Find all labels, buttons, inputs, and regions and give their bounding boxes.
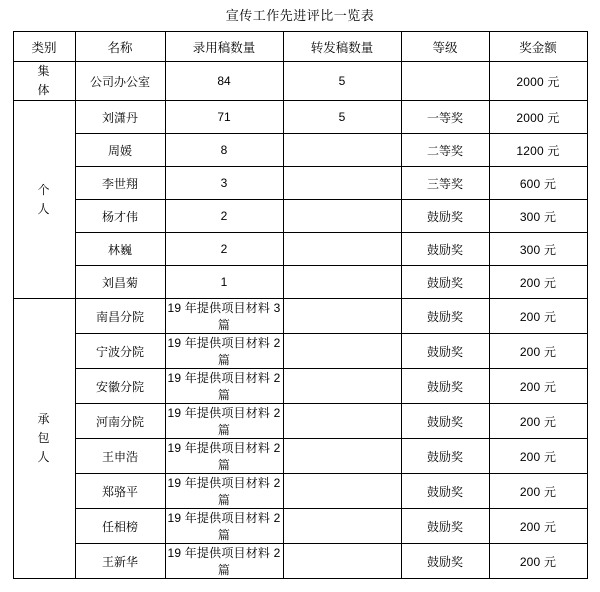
row-used-count: 2 — [165, 200, 283, 233]
column-header-amount: 奖金额 — [489, 32, 587, 62]
row-amount: 300 元 — [489, 200, 587, 233]
row-forwarded-count — [283, 439, 401, 474]
category-label: 集体 — [37, 64, 51, 97]
row-amount: 200 元 — [489, 439, 587, 474]
table-row — [13, 369, 587, 404]
award-summary-table — [13, 31, 588, 579]
table-header-row — [13, 32, 587, 62]
table-row — [13, 439, 587, 474]
row-amount: 2000 元 — [489, 62, 587, 101]
row-used-count: 19 年提供项目材料 2 篇 — [165, 509, 283, 544]
row-amount: 200 元 — [489, 474, 587, 509]
category-cell-individual — [13, 101, 75, 299]
row-used-count: 8 — [165, 134, 283, 167]
row-grade: 鼓励奖 — [401, 299, 489, 334]
row-forwarded-count — [283, 474, 401, 509]
row-amount: 200 元 — [489, 334, 587, 369]
table-row — [13, 200, 587, 233]
row-forwarded-count — [283, 299, 401, 334]
table-row — [13, 299, 587, 334]
row-grade: 一等奖 — [401, 101, 489, 134]
category-cell-collective — [13, 62, 75, 101]
row-forwarded-count: 5 — [283, 62, 401, 101]
row-used-count: 19 年提供项目材料 2 篇 — [165, 404, 283, 439]
row-name: 王申浩 — [75, 439, 165, 474]
row-used-count: 1 — [165, 266, 283, 299]
row-name: 任相榜 — [75, 509, 165, 544]
row-amount: 300 元 — [489, 233, 587, 266]
row-used-count: 71 — [165, 101, 283, 134]
row-grade: 鼓励奖 — [401, 474, 489, 509]
row-forwarded-count — [283, 369, 401, 404]
table-row — [13, 101, 587, 134]
row-amount: 200 元 — [489, 544, 587, 579]
table-row — [13, 334, 587, 369]
row-forwarded-count — [283, 233, 401, 266]
row-name: 安徽分院 — [75, 369, 165, 404]
column-header-forwarded-count: 转发稿数量 — [283, 32, 401, 62]
row-used-count: 84 — [165, 62, 283, 101]
category-label: 承包人 — [37, 412, 51, 464]
row-name: 刘潇丹 — [75, 101, 165, 134]
table-row — [13, 544, 587, 579]
row-grade: 鼓励奖 — [401, 404, 489, 439]
category-label: 个人 — [37, 182, 51, 216]
row-forwarded-count — [283, 200, 401, 233]
row-name: 公司办公室 — [75, 62, 165, 101]
category-cell-contractor — [13, 299, 75, 579]
row-grade: 鼓励奖 — [401, 266, 489, 299]
row-grade: 鼓励奖 — [401, 369, 489, 404]
row-grade: 鼓励奖 — [401, 509, 489, 544]
row-forwarded-count — [283, 404, 401, 439]
row-amount: 200 元 — [489, 404, 587, 439]
row-grade: 鼓励奖 — [401, 200, 489, 233]
row-amount: 200 元 — [489, 266, 587, 299]
column-header-grade: 等级 — [401, 32, 489, 62]
row-name: 李世翔 — [75, 167, 165, 200]
column-header-category: 类别 — [13, 32, 75, 62]
table-row — [13, 62, 587, 101]
row-forwarded-count — [283, 334, 401, 369]
row-name: 河南分院 — [75, 404, 165, 439]
row-used-count: 2 — [165, 233, 283, 266]
row-name: 杨才伟 — [75, 200, 165, 233]
row-name: 周媛 — [75, 134, 165, 167]
row-used-count: 19 年提供项目材料 2 篇 — [165, 369, 283, 404]
row-name: 宁波分院 — [75, 334, 165, 369]
row-grade: 鼓励奖 — [401, 334, 489, 369]
row-name: 刘昌菊 — [75, 266, 165, 299]
page-title: 宣传工作先进评比一览表 — [225, 8, 375, 23]
row-name: 郑骆平 — [75, 474, 165, 509]
row-forwarded-count — [283, 544, 401, 579]
row-name: 王新华 — [75, 544, 165, 579]
row-name: 南昌分院 — [75, 299, 165, 334]
row-forwarded-count: 5 — [283, 101, 401, 134]
table-row — [13, 266, 587, 299]
row-forwarded-count — [283, 266, 401, 299]
row-forwarded-count — [283, 509, 401, 544]
row-amount: 1200 元 — [489, 134, 587, 167]
table-row — [13, 509, 587, 544]
table-row — [13, 404, 587, 439]
row-grade — [401, 62, 489, 101]
row-grade: 鼓励奖 — [401, 439, 489, 474]
row-forwarded-count — [283, 167, 401, 200]
row-used-count: 19 年提供项目材料 2 篇 — [165, 439, 283, 474]
row-grade: 三等奖 — [401, 167, 489, 200]
row-forwarded-count — [283, 134, 401, 167]
table-header — [13, 32, 587, 62]
table-row — [13, 134, 587, 167]
row-grade: 鼓励奖 — [401, 233, 489, 266]
row-used-count: 19 年提供项目材料 2 篇 — [165, 474, 283, 509]
row-used-count: 19 年提供项目材料 2 篇 — [165, 334, 283, 369]
table-body — [13, 62, 587, 579]
table-row — [13, 167, 587, 200]
row-amount: 200 元 — [489, 509, 587, 544]
row-grade: 二等奖 — [401, 134, 489, 167]
row-used-count: 19 年提供项目材料 3 篇 — [165, 299, 283, 334]
row-grade: 鼓励奖 — [401, 544, 489, 579]
table-row — [13, 474, 587, 509]
column-header-name: 名称 — [75, 32, 165, 62]
table-row — [13, 233, 587, 266]
row-used-count: 3 — [165, 167, 283, 200]
row-name: 林巍 — [75, 233, 165, 266]
column-header-used-count: 录用稿数量 — [165, 32, 283, 62]
row-amount: 600 元 — [489, 167, 587, 200]
row-used-count: 19 年提供项目材料 2 篇 — [165, 544, 283, 579]
row-amount: 200 元 — [489, 299, 587, 334]
row-amount: 200 元 — [489, 369, 587, 404]
row-amount: 2000 元 — [489, 101, 587, 134]
